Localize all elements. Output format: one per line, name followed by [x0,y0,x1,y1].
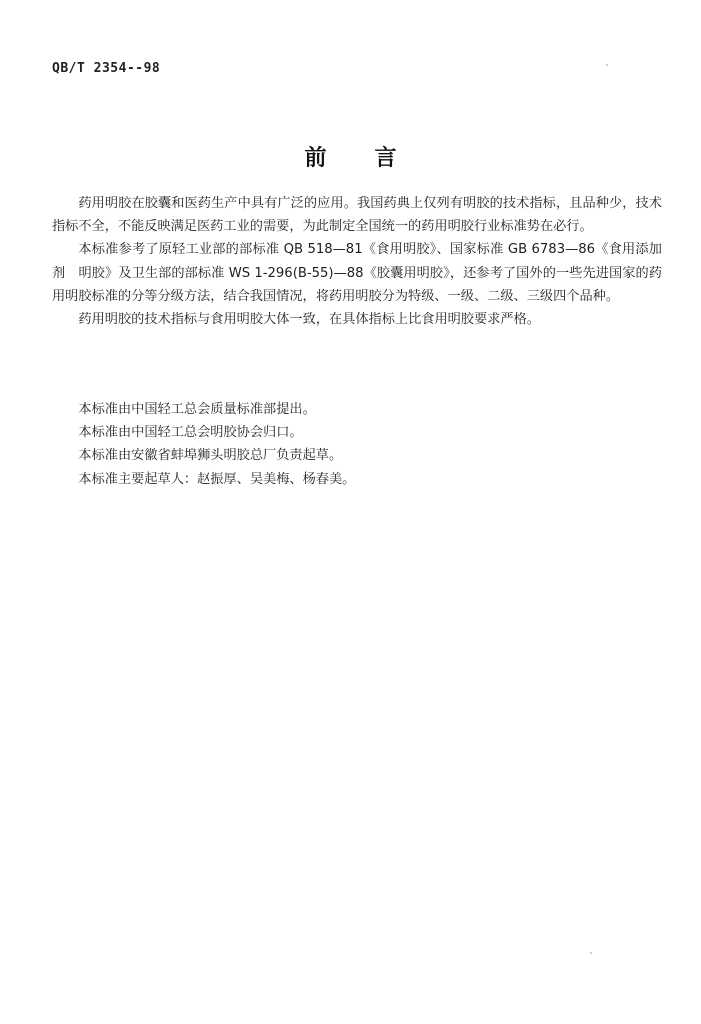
foreword-body [52,192,662,331]
credit-administrator: 本标准由中国轻工总会明胶协会归口。 [78,425,303,441]
credits-block [52,398,662,491]
credit-drafters: 本标准主要起草人：赵振厚、吴美梅、杨春美。 [78,471,356,487]
scan-speck [606,64,608,66]
page-title: 前言 [304,146,445,171]
foreword-paragraph-3: 药用明胶的技术指标与食用明胶大体一致，在具体指标上比食用明胶要求严格。 [78,312,540,328]
scan-speck [590,952,592,954]
credit-drafting-unit: 本标准由安徽省蚌埠狮头明胶总厂负责起草。 [78,448,343,464]
foreword-paragraph-1: 药用明胶在胶囊和医药生产中具有广泛的应用。我国药典上仅列有明胶的技术指标，且品种少，技术指标不全，不能反映满足医药工业的需要，为此制定全国统一的药用明胶行业标准势在必行。 [52,196,662,235]
credit-proposer: 本标准由中国轻工总会质量标准部提出。 [78,402,316,417]
foreword-paragraph-2: 本标准参考了原轻工业部的部标准 QB 518—81《食用明胶》、国家标准 GB 6783—86《食用添加剂 明胶》及卫生部的部标准 WS 1-296(B-55)—88《胶囊用明胶》，还参考了国外的一些先进国家的药用明胶标准的分等分级方法，结合我国情况，将药用明胶分为特级、一级、二级、三级四个品种。 [52,242,662,304]
standard-code: QB/T 2354--98 [52,61,161,76]
